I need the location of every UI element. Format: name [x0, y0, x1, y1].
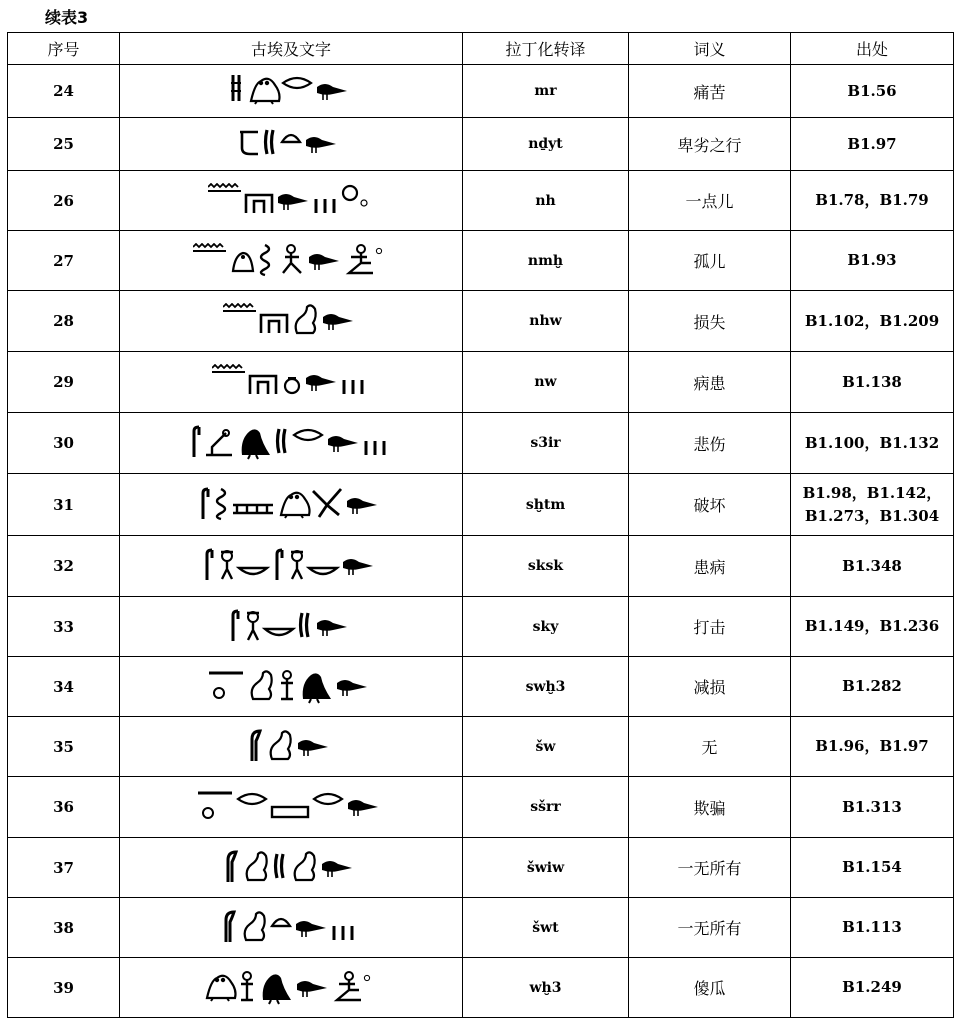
glyph-strokes-icon [316, 199, 334, 213]
glyph-sledge-icon [233, 505, 273, 513]
glyph-ka-icon [247, 612, 259, 640]
glyph-bread-icon [272, 919, 290, 926]
glyph-cobra-icon [240, 132, 258, 154]
cell-index: 36 [8, 777, 120, 838]
hieroglyph-icon [190, 425, 392, 461]
cell-meaning: 破坏 [629, 474, 791, 536]
cell-hieroglyphs [120, 657, 463, 717]
cell-hieroglyphs [120, 838, 463, 898]
glyph-cloth-icon [233, 611, 238, 641]
table-row [8, 657, 954, 717]
glyph-sparrow-icon [306, 137, 336, 153]
cell-index: 32 [8, 536, 120, 597]
hieroglyph-icon [223, 303, 359, 339]
source-line: B1.138 [842, 372, 902, 391]
cell-source [791, 474, 954, 536]
glyph-strokes-icon [344, 380, 362, 394]
table-caption: 续表3 [45, 8, 89, 27]
cell-meaning: 一点儿 [629, 171, 791, 231]
glyph-chick-icon [271, 731, 291, 759]
cell-source [791, 65, 954, 118]
glyph-reeds-icon [301, 613, 309, 637]
cell-hieroglyphs [120, 291, 463, 352]
glyph-twist-icon [217, 489, 225, 519]
cell-index: 25 [8, 118, 120, 171]
source-line: B1.98，B1.142， [802, 483, 942, 502]
glyph-shelter-icon [250, 376, 276, 394]
glyph-seated-man-icon [337, 972, 370, 1000]
cell-source [791, 171, 954, 231]
glyph-reeds-icon [266, 130, 274, 154]
glyph-ka-icon [221, 551, 233, 579]
source-line: B1.273，B1.304 [804, 506, 940, 525]
glyph-chick-icon [245, 912, 265, 940]
cell-transliteration: nhw [463, 291, 629, 352]
cell-transliteration: nw [463, 352, 629, 413]
glyph-reeds-icon [278, 429, 286, 453]
source-line: B1.97 [847, 134, 897, 153]
cell-meaning: 患病 [629, 536, 791, 597]
cell-source [791, 231, 954, 291]
glyph-mouth-icon [283, 78, 311, 88]
cell-hieroglyphs [120, 413, 463, 474]
source-line: B1.282 [842, 677, 902, 695]
hieroglyph-icon [229, 73, 353, 109]
cell-hieroglyphs [120, 958, 463, 1018]
cell-meaning: 打击 [629, 597, 791, 657]
glyph-feather-icon [226, 912, 234, 942]
glyph-child-icon [283, 245, 301, 273]
cell-source [791, 597, 954, 657]
glyph-cloth-icon [207, 550, 212, 580]
cell-index: 26 [8, 171, 120, 231]
glyph-sparrow-icon [317, 84, 347, 100]
hieroglyph-icon [222, 910, 360, 946]
glyph-sparrow-icon [278, 194, 308, 210]
glyph-water-icon [208, 184, 241, 191]
cell-index: 30 [8, 413, 120, 474]
table-row [8, 777, 954, 838]
cell-hieroglyphs [120, 352, 463, 413]
source-line: B1.249 [842, 978, 902, 996]
hieroglyph-table [7, 32, 954, 1018]
hieroglyph-icon [203, 548, 379, 584]
glyph-mouth-icon [314, 794, 342, 804]
cell-index: 24 [8, 65, 120, 118]
cell-source [791, 413, 954, 474]
table-row [8, 291, 954, 352]
glyph-cloth-icon [194, 427, 199, 457]
cell-index: 39 [8, 958, 120, 1018]
glyph-sparrow-icon [347, 498, 377, 514]
glyph-ankh-icon [281, 671, 293, 699]
glyph-shelter-icon [261, 315, 287, 333]
glyph-sparrow-icon [328, 436, 358, 452]
source-line: B1.113 [842, 918, 902, 936]
cell-hieroglyphs [120, 171, 463, 231]
glyph-strokes-icon [334, 926, 352, 940]
glyph-bread-icon [282, 135, 300, 142]
table-row [8, 958, 954, 1018]
glyph-basket-icon [265, 629, 293, 635]
glyph-bolt-icon [198, 793, 232, 818]
cell-hieroglyphs [120, 717, 463, 777]
hieroglyph-icon [199, 487, 383, 523]
glyph-bird-icon [303, 673, 331, 703]
glyph-cloth-icon [203, 489, 208, 519]
cell-transliteration: sksk [463, 536, 629, 597]
table-row [8, 171, 954, 231]
glyph-seated-man-icon [349, 245, 382, 273]
cell-meaning: 无 [629, 717, 791, 777]
cell-index: 38 [8, 898, 120, 958]
cell-meaning: 孤儿 [629, 231, 791, 291]
cell-transliteration: swḫ3 [463, 657, 629, 717]
glyph-bird-icon [242, 429, 270, 459]
glyph-vulture-icon [233, 253, 253, 271]
cell-source [791, 777, 954, 838]
cell-index: 34 [8, 657, 120, 717]
cell-source [791, 958, 954, 1018]
cell-index: 31 [8, 474, 120, 536]
cell-index: 29 [8, 352, 120, 413]
glyph-chick-icon [296, 305, 316, 333]
glyph-disk-icon [343, 186, 367, 206]
glyph-chick-icon [252, 671, 272, 699]
source-line: B1.56 [847, 81, 897, 100]
glyph-strokes-icon [366, 441, 384, 455]
source-line: B1.78，B1.79 [815, 191, 929, 209]
hieroglyph-icon [224, 850, 358, 886]
cell-index: 33 [8, 597, 120, 657]
glyph-sparrow-icon [323, 314, 353, 330]
cell-meaning: 卑劣之行 [629, 118, 791, 171]
hieroglyph-icon [208, 183, 374, 219]
cell-hieroglyphs [120, 118, 463, 171]
glyph-ankh-icon [241, 972, 253, 1000]
glyph-sparrow-icon [322, 861, 352, 877]
source-line: B1.93 [847, 251, 897, 269]
glyph-water-icon [212, 365, 245, 372]
glyph-sparrow-icon [296, 921, 326, 937]
cell-transliteration: nmḫ [463, 231, 629, 291]
cell-transliteration: šw [463, 717, 629, 777]
cell-index: 35 [8, 717, 120, 777]
cell-index: 27 [8, 231, 120, 291]
glyph-chick-icon [295, 852, 315, 880]
glyph-sparrow-icon [317, 620, 347, 636]
cell-meaning: 悲伤 [629, 413, 791, 474]
table-row [8, 118, 954, 171]
cell-transliteration: nḏyt [463, 118, 629, 171]
glyph-bird-icon [263, 974, 291, 1004]
cell-transliteration: sky [463, 597, 629, 657]
glyph-chick-icon [247, 852, 267, 880]
cell-source [791, 118, 954, 171]
cell-index: 28 [8, 291, 120, 352]
cell-source [791, 838, 954, 898]
cell-hieroglyphs [120, 65, 463, 118]
glyph-owl-icon [281, 492, 310, 517]
header-source: 出处 [791, 33, 954, 65]
glyph-sparrow-icon [297, 981, 327, 997]
table-row [8, 536, 954, 597]
glyph-feather-icon [228, 852, 236, 882]
cell-meaning: 一无所有 [629, 838, 791, 898]
cell-source [791, 291, 954, 352]
cell-meaning: 一无所有 [629, 898, 791, 958]
cell-hieroglyphs [120, 597, 463, 657]
glyph-sparrow-icon [343, 559, 373, 575]
table-row [8, 231, 954, 291]
cell-transliteration: nh [463, 171, 629, 231]
glyph-pool-icon [272, 807, 308, 817]
glyph-water-icon [193, 244, 226, 251]
cell-source [791, 536, 954, 597]
cell-source [791, 657, 954, 717]
cell-meaning: 痛苦 [629, 65, 791, 118]
cell-source [791, 352, 954, 413]
header-transliteration: 拉丁化转译 [463, 33, 629, 65]
cell-hieroglyphs [120, 898, 463, 958]
glyph-ka-icon [291, 551, 303, 579]
source-line: B1.96，B1.97 [815, 737, 929, 755]
cell-source [791, 898, 954, 958]
cell-transliteration: sšrr [463, 777, 629, 838]
cell-meaning: 损失 [629, 291, 791, 352]
cell-hieroglyphs [120, 474, 463, 536]
glyph-cloth-icon [277, 550, 282, 580]
glyph-sparrow-icon [298, 740, 328, 756]
cell-index: 37 [8, 838, 120, 898]
table-row [8, 413, 954, 474]
cell-transliteration: mr [463, 65, 629, 118]
source-line: B1.348 [842, 556, 902, 575]
glyph-pot-icon [285, 378, 299, 393]
hieroglyph-icon [229, 609, 353, 645]
hieroglyph-icon [209, 669, 373, 705]
hieroglyph-icon [212, 364, 370, 400]
source-line: B1.149，B1.236 [804, 617, 940, 635]
cell-meaning: 欺骗 [629, 777, 791, 838]
glyph-reeds-icon [276, 854, 284, 878]
glyph-owl-icon [251, 79, 280, 104]
table-row [8, 352, 954, 413]
glyph-feather-icon [252, 731, 260, 761]
cell-hieroglyphs [120, 536, 463, 597]
glyph-owl-icon [207, 975, 236, 1000]
table-row [8, 838, 954, 898]
glyph-mouth-icon [238, 794, 266, 804]
glyph-hoe-icon [231, 75, 241, 101]
hieroglyph-icon [198, 789, 384, 825]
cell-transliteration: s3ir [463, 413, 629, 474]
table-row [8, 597, 954, 657]
table-row [8, 65, 954, 118]
cell-meaning: 傻瓜 [629, 958, 791, 1018]
source-line: B1.313 [842, 797, 902, 816]
table-row [8, 474, 954, 536]
glyph-plough-icon [206, 430, 232, 455]
cell-hieroglyphs [120, 777, 463, 838]
glyph-sparrow-icon [348, 800, 378, 816]
hieroglyph-icon [205, 970, 377, 1006]
table-row [8, 898, 954, 958]
cell-meaning: 减损 [629, 657, 791, 717]
cell-transliteration: šwt [463, 898, 629, 958]
cell-hieroglyphs [120, 231, 463, 291]
header-meaning: 词义 [629, 33, 791, 65]
glyph-flying-bird-icon [313, 489, 341, 517]
glyph-bolt-icon [209, 673, 243, 698]
glyph-sparrow-icon [309, 254, 339, 270]
cell-source [791, 717, 954, 777]
glyph-basket-icon [309, 568, 337, 574]
glyph-basket-icon [239, 568, 267, 574]
source-line: B1.102，B1.209 [804, 311, 940, 330]
table-row [8, 717, 954, 777]
glyph-sparrow-icon [306, 375, 336, 391]
glyph-shelter-icon [246, 195, 272, 213]
header-egyptian: 古埃及文字 [120, 33, 463, 65]
header-index: 序号 [8, 33, 120, 65]
source-line: B1.154 [842, 858, 902, 876]
cell-transliteration: sḫtm [463, 474, 629, 536]
glyph-water-icon [223, 304, 256, 311]
hieroglyph-icon [240, 126, 342, 162]
cell-meaning: 病患 [629, 352, 791, 413]
hieroglyph-icon [193, 243, 389, 279]
source-line: B1.100，B1.132 [804, 433, 940, 452]
glyph-mouth-icon [294, 430, 322, 440]
cell-transliteration: wḫ3 [463, 958, 629, 1018]
glyph-twist-icon [261, 245, 269, 275]
hieroglyph-icon [248, 729, 334, 765]
cell-transliteration: šwiw [463, 838, 629, 898]
glyph-sparrow-icon [337, 680, 367, 696]
header-row [8, 33, 954, 65]
